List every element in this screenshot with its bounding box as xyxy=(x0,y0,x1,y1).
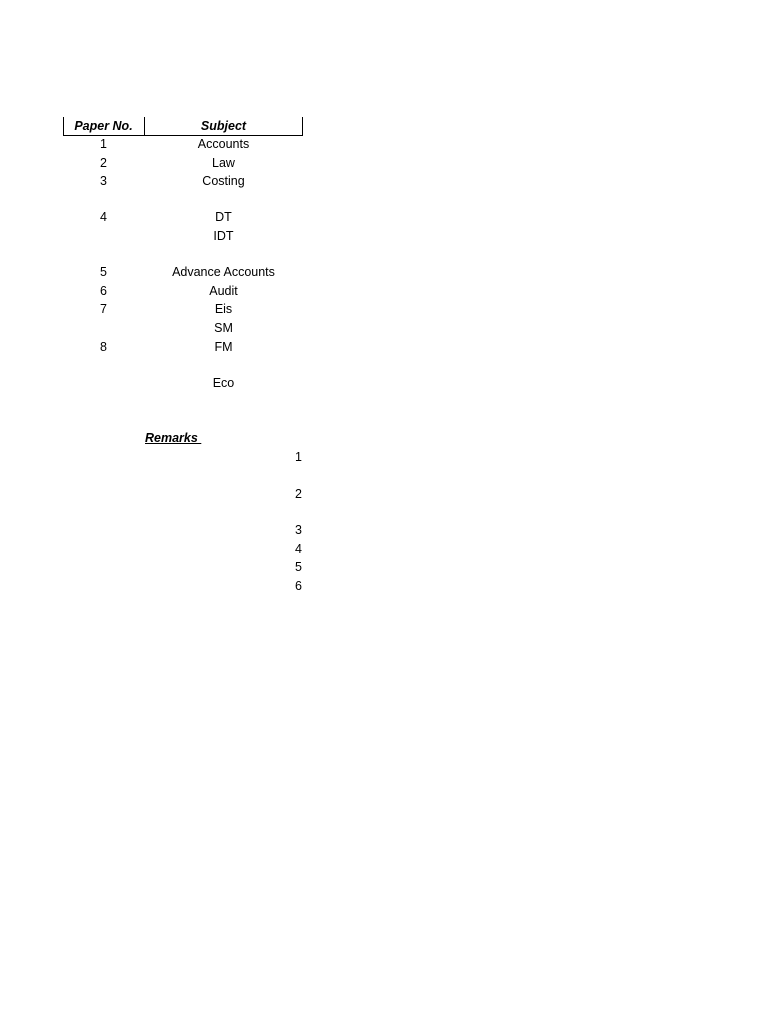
subject-cell[interactable]: FM xyxy=(214,340,233,354)
remark-number[interactable]: 6 xyxy=(295,579,302,593)
remark-number[interactable] xyxy=(262,466,302,484)
paper-no-header[interactable]: Paper No. xyxy=(74,119,133,133)
paper-no-cell[interactable] xyxy=(63,227,144,245)
paper-no-cell[interactable] xyxy=(63,245,144,263)
subject-cell[interactable]: DT xyxy=(215,210,232,224)
remark-number[interactable]: 1 xyxy=(295,450,302,464)
paper-no-cell[interactable]: 7 xyxy=(100,302,107,316)
subject-cell[interactable]: Advance Accounts xyxy=(172,265,275,279)
paper-no-cell[interactable]: 6 xyxy=(100,284,107,298)
subject-header[interactable]: Subject xyxy=(200,119,247,133)
subject-cell[interactable] xyxy=(144,245,303,263)
subject-cell[interactable]: Eis xyxy=(214,302,233,316)
remarks-label[interactable]: Remarks xyxy=(145,431,202,445)
subject-cell[interactable]: Eco xyxy=(212,376,235,390)
subject-cell[interactable] xyxy=(144,356,303,374)
paper-no-cell[interactable]: 8 xyxy=(100,340,107,354)
paper-no-cell[interactable]: 2 xyxy=(100,156,107,170)
remark-number[interactable]: 5 xyxy=(295,560,302,574)
subject-cell[interactable]: Accounts xyxy=(197,137,250,151)
paper-no-cell[interactable] xyxy=(63,374,144,392)
paper-no-cell[interactable] xyxy=(63,356,144,374)
remark-number[interactable]: 3 xyxy=(295,523,302,537)
paper-no-cell[interactable] xyxy=(63,319,144,337)
subject-cell[interactable] xyxy=(144,190,303,208)
paper-no-cell[interactable]: 3 xyxy=(100,174,107,188)
remark-number[interactable]: 2 xyxy=(295,487,302,501)
subject-cell[interactable]: Audit xyxy=(209,284,238,298)
paper-no-cell[interactable] xyxy=(63,190,144,208)
subject-cell[interactable]: IDT xyxy=(213,229,234,243)
paper-no-cell[interactable]: 1 xyxy=(100,137,107,151)
remark-number[interactable]: 4 xyxy=(295,542,302,556)
subject-cell[interactable]: Costing xyxy=(202,174,245,188)
remark-number[interactable] xyxy=(262,503,302,521)
paper-no-cell[interactable]: 5 xyxy=(100,265,107,279)
subject-cell[interactable]: Law xyxy=(212,156,235,170)
paper-no-cell[interactable]: 4 xyxy=(100,210,107,224)
subject-cell[interactable]: SM xyxy=(214,321,233,335)
